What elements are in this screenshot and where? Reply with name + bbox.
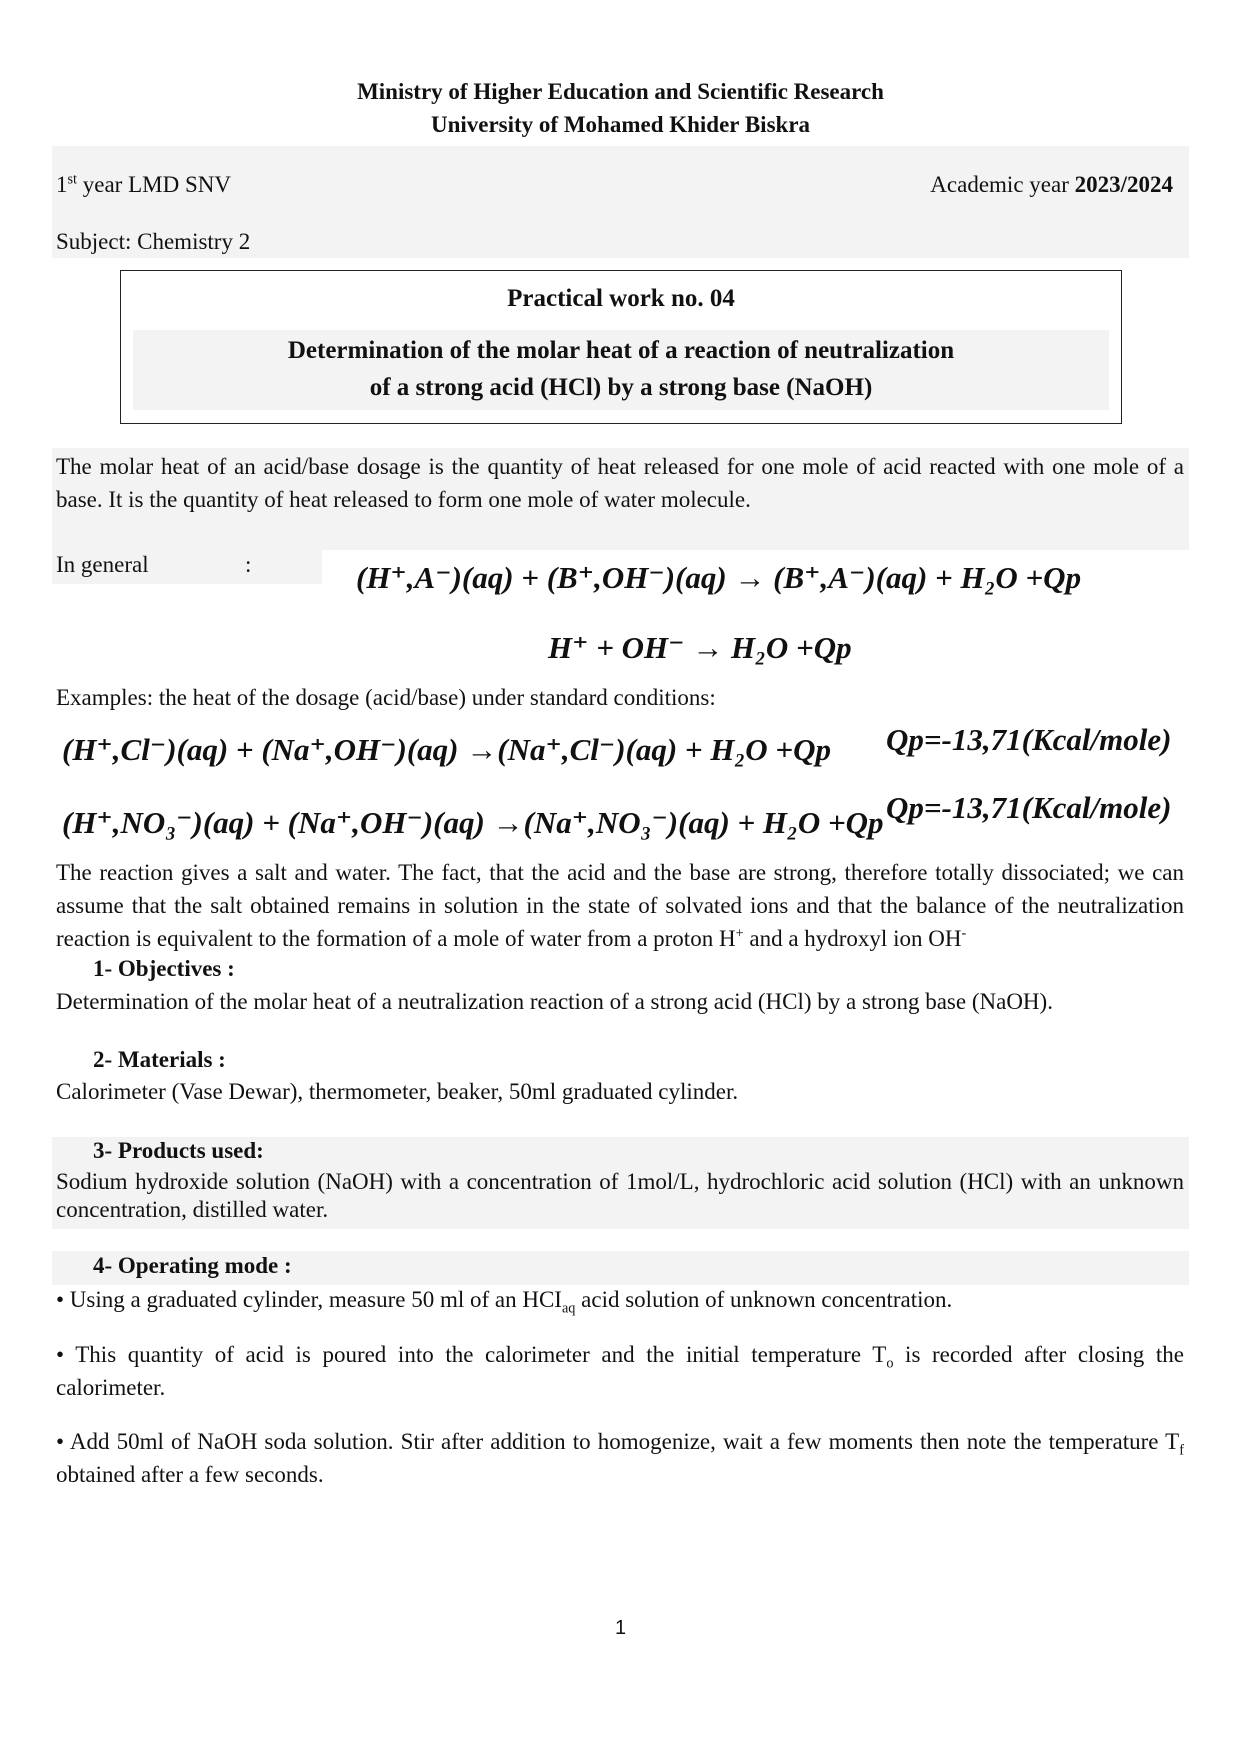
ministry-title (0, 75, 1241, 141)
example-equation-hcl: (H⁺,Cl⁻)(aq) + (Na⁺,OH⁻)(aq) →(Na⁺,Cl⁻)(aq) + H₂O +Qp (62, 732, 831, 767)
step-1: • Using a graduated cylinder, measure 50 ml of an $HCI_{aq}$ acid solution of unknown concentration. (56, 1287, 953, 1317)
in-general-colon: : (245, 552, 252, 577)
practical-work-title: Practical work no. 04 (507, 285, 735, 312)
materials-text: Calorimeter (Vase Dewar), thermometer, beaker, 50ml graduated cylinder. (56, 1079, 739, 1104)
in-general-label: In general (56, 552, 149, 577)
ministry-line: Ministry of Higher Education and Scientific Research (357, 79, 884, 104)
practical-work-subtitle (133, 330, 1109, 410)
intro-paragraph: The molar heat of an acid/base dosage is the quantity of heat released for one mole of acid reacted with one mole of a base. It is the quantity of heat released to form one mole of water molecule. (56, 454, 1184, 512)
products-heading: 3- Products used: (93, 1138, 264, 1163)
objectives-text: Determination of the molar heat of a neutralization reaction of a strong acid (HCl) by a strong base (NaOH). (56, 989, 1053, 1014)
subtitle-line-1: Determination of the molar heat of a reaction of neutralization (287, 337, 955, 364)
general-equation: (H⁺,A⁻)(aq) + (B⁺,OH⁻)(aq) → (B⁺,A⁻)(aq) + H₂O +Qp (356, 560, 1082, 595)
subtitle-line-2: of a strong acid (HCl) by a strong base (NaOH) (369, 374, 873, 401)
step-3: • Add 50ml of NaOH soda solution. Stir after addition to homogenize, wait a few moments then note the temperature $T_f$ obtained after a few seconds. (56, 1429, 1184, 1487)
step-2: • This quantity of acid is poured into the calorimeter and the initial temperature $T_o$ is recorded after closing the calorimeter. (56, 1342, 1184, 1400)
reaction-paragraph: The reaction gives a salt and water. The fact, that the acid and the base are strong, therefore totally dissociated; we can assume that the salt obtained remains in solution in the state of solvated ions and that the balance of the neutralization reaction is equivalent to the formation of a mole of water from a proton H+ and a hydroxyl ion OH- (56, 860, 1184, 951)
academic-year: Academic year 2023/2024 (930, 172, 1173, 197)
year-level: 1st year LMD SNV (56, 171, 231, 197)
examples-intro: Examples: the heat of the dosage (acid/base) under standard conditions: (56, 685, 716, 710)
operating-heading: 4- Operating mode : (93, 1253, 292, 1278)
university-line: University of Mohamed Khider Biskra (430, 112, 811, 137)
example-heat-hcl: Qp=-13,71(Kcal/mole) (886, 722, 1172, 757)
example-equation-hno3: (H⁺,NO₃⁻)(aq) + (Na⁺,OH⁻)(aq) →(Na⁺,NO₃⁻)(aq) + H₂O +Qp (62, 805, 884, 840)
products-text: Sodium hydroxide solution (NaOH) with a concentration of 1mol/L, hydrochloric acid solution (HCl) with an unknown concentration, distilled water. (56, 1169, 1184, 1222)
materials-heading: 2- Materials : (93, 1047, 226, 1072)
ionic-equation: H⁺ + OH⁻ → H₂O +Qp (548, 630, 852, 665)
page-number: 1 (614, 1617, 627, 1639)
subject-line: Subject: Chemistry 2 (56, 229, 251, 254)
example-heat-hno3: Qp=-13,71(Kcal/mole) (886, 790, 1172, 825)
title-box (120, 270, 1122, 424)
objectives-heading: 1- Objectives : (93, 956, 235, 981)
